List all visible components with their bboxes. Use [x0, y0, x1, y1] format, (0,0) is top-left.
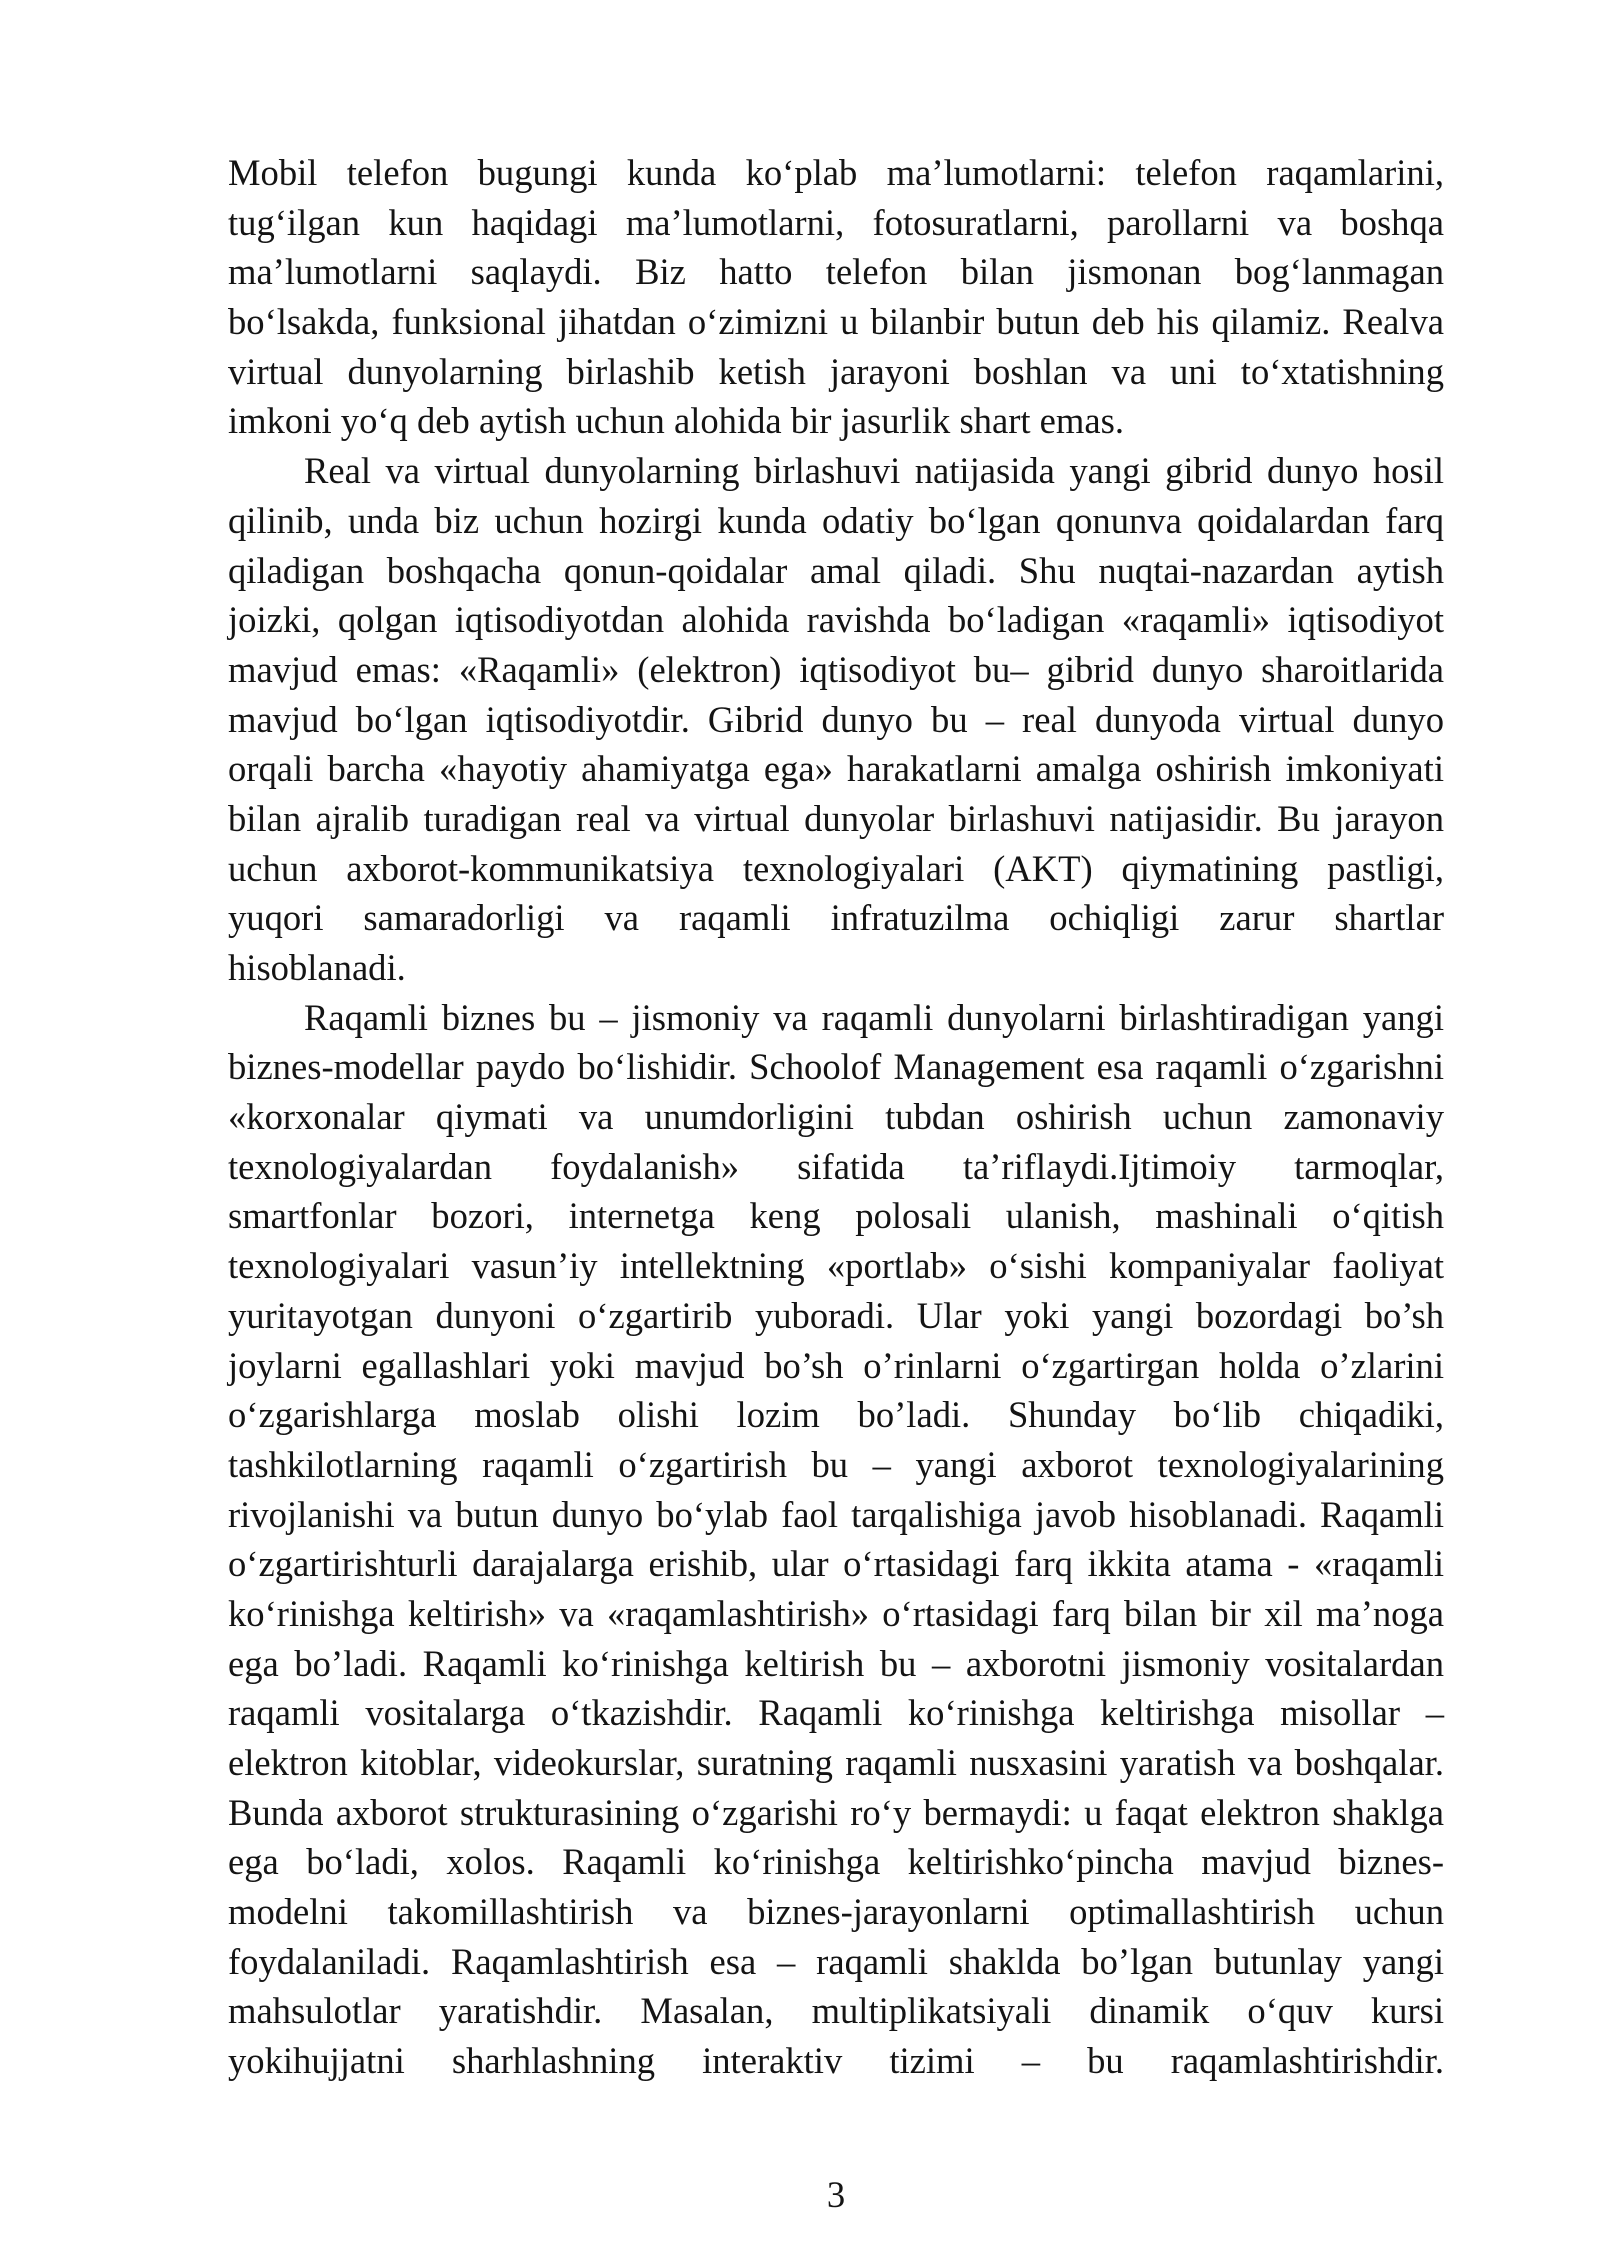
paragraph — [228, 446, 1444, 993]
text-line: mahsulotlar yaratishdir. Masalan, multiplikatsiyali dinamik o‘quv kursi — [228, 1990, 1444, 2032]
text-line: biznes-modellar paydo bo‘lishidir. Schoolof Management esa raqamli o‘zgarishni — [228, 1046, 1444, 1088]
text-line: o‘zgarishlarga moslab olishi lozim bo’ladi. Shunday bo‘lib chiqadiki, — [228, 1394, 1444, 1436]
text-line: modelni takomillashtirish va biznes-jarayonlarni optimallashtirish uchun — [228, 1891, 1444, 1933]
paragraph — [228, 148, 1444, 446]
body-text — [228, 148, 1444, 2086]
text-line: bilan ajralib turadigan real va virtual dunyolar birlashuvi natijasidir. Bu jarayon — [228, 797, 1444, 839]
text-line: joylarni egallashlari yoki mavjud bo’sh o’rinlarni o‘zgartirgan holda o’zlarini — [228, 1344, 1444, 1386]
text-line: Real va virtual dunyolarning birlashuvi natijasida yangi gibrid dunyo hosil — [304, 450, 1444, 492]
page-number: 3 — [826, 2174, 846, 2215]
paragraph — [228, 993, 1444, 2086]
text-line: texnologiyalari vasun’iy intellektning «portlab» o‘sishi kompaniyalar faoliyat — [228, 1245, 1444, 1287]
text-line: Bunda axborot strukturasining o‘zgarishi ro‘y bermaydi: u faqat elektron shaklga — [228, 1791, 1444, 1833]
text-line: hisoblanadi. — [228, 947, 406, 988]
text-line: mavjud bo‘lgan iqtisodiyotdir. Gibrid dunyo bu – real dunyoda virtual dunyo — [228, 698, 1444, 740]
text-line: ega bo’ladi. Raqamli ko‘rinishga keltirish bu – axborotni jismoniy vositalardan — [228, 1642, 1444, 1684]
text-line: raqamli vositalarga o‘tkazishdir. Raqamli ko‘rinishga keltirishga misollar – — [228, 1692, 1444, 1734]
text-line: o‘zgartirishturli darajalarga erishib, ular o‘rtasidagi farq ikkita atama - «raqamli — [228, 1543, 1444, 1585]
text-line: rivojlanishi va butun dunyo bo‘ylab faol tarqalishiga javob hisoblanadi. Raqamli — [228, 1493, 1444, 1535]
text-line: orqali barcha «hayotiy ahamiyatga ega» harakatlarni amalga oshirish imkoniyati — [228, 748, 1444, 790]
text-line: elektron kitoblar, videokurslar, suratning raqamli nusxasini yaratish va boshqalar. — [228, 1742, 1444, 1783]
text-line: «korxonalar qiymati va unumdorligini tubdan oshirish uchun zamonaviy — [228, 1096, 1444, 1138]
text-line: virtual dunyolarning birlashib ketish jarayoni boshlan va uni to‘xtatishning — [228, 350, 1444, 392]
text-line: uchun axborot-kommunikatsiya texnologiyalari (AKT) qiymatining pastligi, — [228, 847, 1444, 889]
text-line: tug‘ilgan kun haqidagi ma’lumotlarni, fotosuratlarni, parollarni va boshqa — [228, 201, 1444, 243]
text-line: bo‘lsakda, funksional jihatdan o‘zimizni u bilanbir butun deb his qilamiz. Realva — [228, 301, 1444, 343]
text-line: smartfonlar bozori, internetga keng polosali ulanish, mashinali o‘qitish — [228, 1195, 1444, 1237]
text-line: texnologiyalardan foydalanish» sifatida ta’riflaydi.Ijtimoiy tarmoqlar, — [228, 1145, 1444, 1187]
text-line: mavjud emas: «Raqamli» (elektron) iqtisodiyot bu– gibrid dunyo sharoitlarida — [228, 648, 1444, 690]
text-line: ko‘rinishga keltirish» va «raqamlashtirish» o‘rtasidagi farq bilan bir xil ma’noga — [228, 1592, 1444, 1634]
text-line: yuritayotgan dunyoni o‘zgartirib yuboradi. Ular yoki yangi bozordagi bo’sh — [228, 1294, 1444, 1336]
text-line: ega bo‘ladi, xolos. Raqamli ko‘rinishga keltirishko‘pincha mavjud biznes- — [228, 1841, 1444, 1883]
text-line: qilinib, unda biz uchun hozirgi kunda odatiy bo‘lgan qonunva qoidalardan farq — [228, 499, 1444, 541]
text-line: qiladigan boshqacha qonun-qoidalar amal qiladi. Shu nuqtai-nazardan aytish — [228, 549, 1444, 591]
text-line: yokihujjatni sharhlashning interaktiv tizimi – bu raqamlashtirishdir. — [228, 2040, 1444, 2082]
text-line: Raqamli biznes bu – jismoniy va raqamli dunyolarni birlashtiradigan yangi — [304, 996, 1444, 1038]
text-line: imkoni yo‘q deb aytish uchun alohida bir jasurlik shart emas. — [228, 400, 1124, 442]
text-line: tashkilotlarning raqamli o‘zgartirish bu – yangi axborot texnologiyalarining — [228, 1443, 1444, 1485]
text-line: foydalaniladi. Raqamlashtirish esa – raqamli shaklda bo’lgan butunlay yangi — [228, 1940, 1444, 1982]
text-line: Mobil telefon bugungi kunda ko‘plab ma’lumotlarni: telefon raqamlarini, — [228, 152, 1444, 193]
text-line: joizki, qolgan iqtisodiyotdan alohida ravishda bo‘ladigan «raqamli» iqtisodiyot — [228, 599, 1444, 641]
text-line: ma’lumotlarni saqlaydi. Biz hatto telefon bilan jismonan bog‘lanmagan — [228, 251, 1444, 293]
text-line: yuqori samaradorligi va raqamli infratuzilma ochiqligi zarur shartlar — [228, 897, 1444, 939]
